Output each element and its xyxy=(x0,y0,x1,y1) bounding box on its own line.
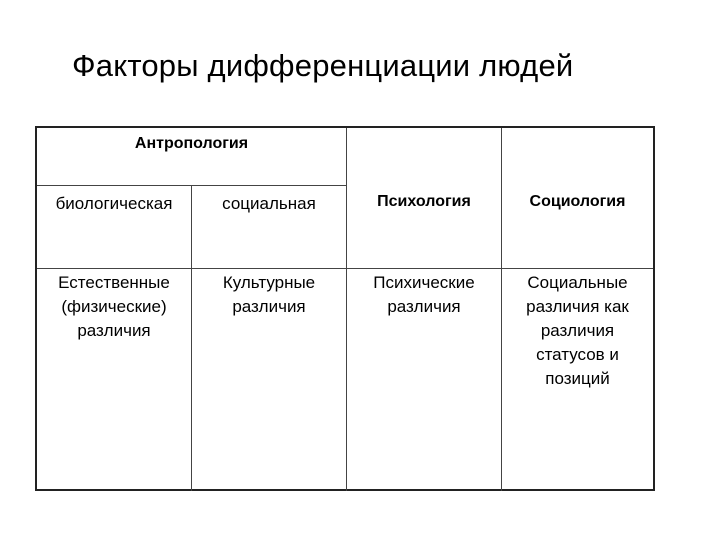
cell-line: различия xyxy=(540,321,615,340)
cell-line: различия xyxy=(232,297,306,316)
cell-line: различия xyxy=(77,321,151,340)
cell-line: позиций xyxy=(545,369,610,388)
cell-natural-differences xyxy=(37,271,191,343)
divider xyxy=(37,268,653,269)
cell-line: различия как xyxy=(526,297,629,316)
cell-psychic-differences xyxy=(347,271,501,319)
factors-table xyxy=(35,126,655,491)
cell-line: статусов и xyxy=(536,345,619,364)
cell-line: Психические xyxy=(373,273,475,292)
header-anthropology: Антропология xyxy=(134,135,249,152)
header-psychology: Психология xyxy=(377,193,471,210)
header-social: социальная xyxy=(222,194,316,213)
cell-line: Культурные xyxy=(222,273,316,292)
page-title: Факторы дифференциации людей xyxy=(72,48,574,83)
cell-line: различия xyxy=(387,297,461,316)
cell-cultural-differences xyxy=(192,271,346,319)
cell-social-differences xyxy=(502,271,653,391)
header-biological: биологическая xyxy=(55,194,173,213)
cell-line: Естественные xyxy=(58,273,170,292)
cell-line: (физические) xyxy=(61,297,167,316)
header-sociology: Социология xyxy=(529,193,626,210)
divider xyxy=(191,186,192,491)
cell-line: Социальные xyxy=(527,273,628,292)
divider xyxy=(37,185,346,186)
